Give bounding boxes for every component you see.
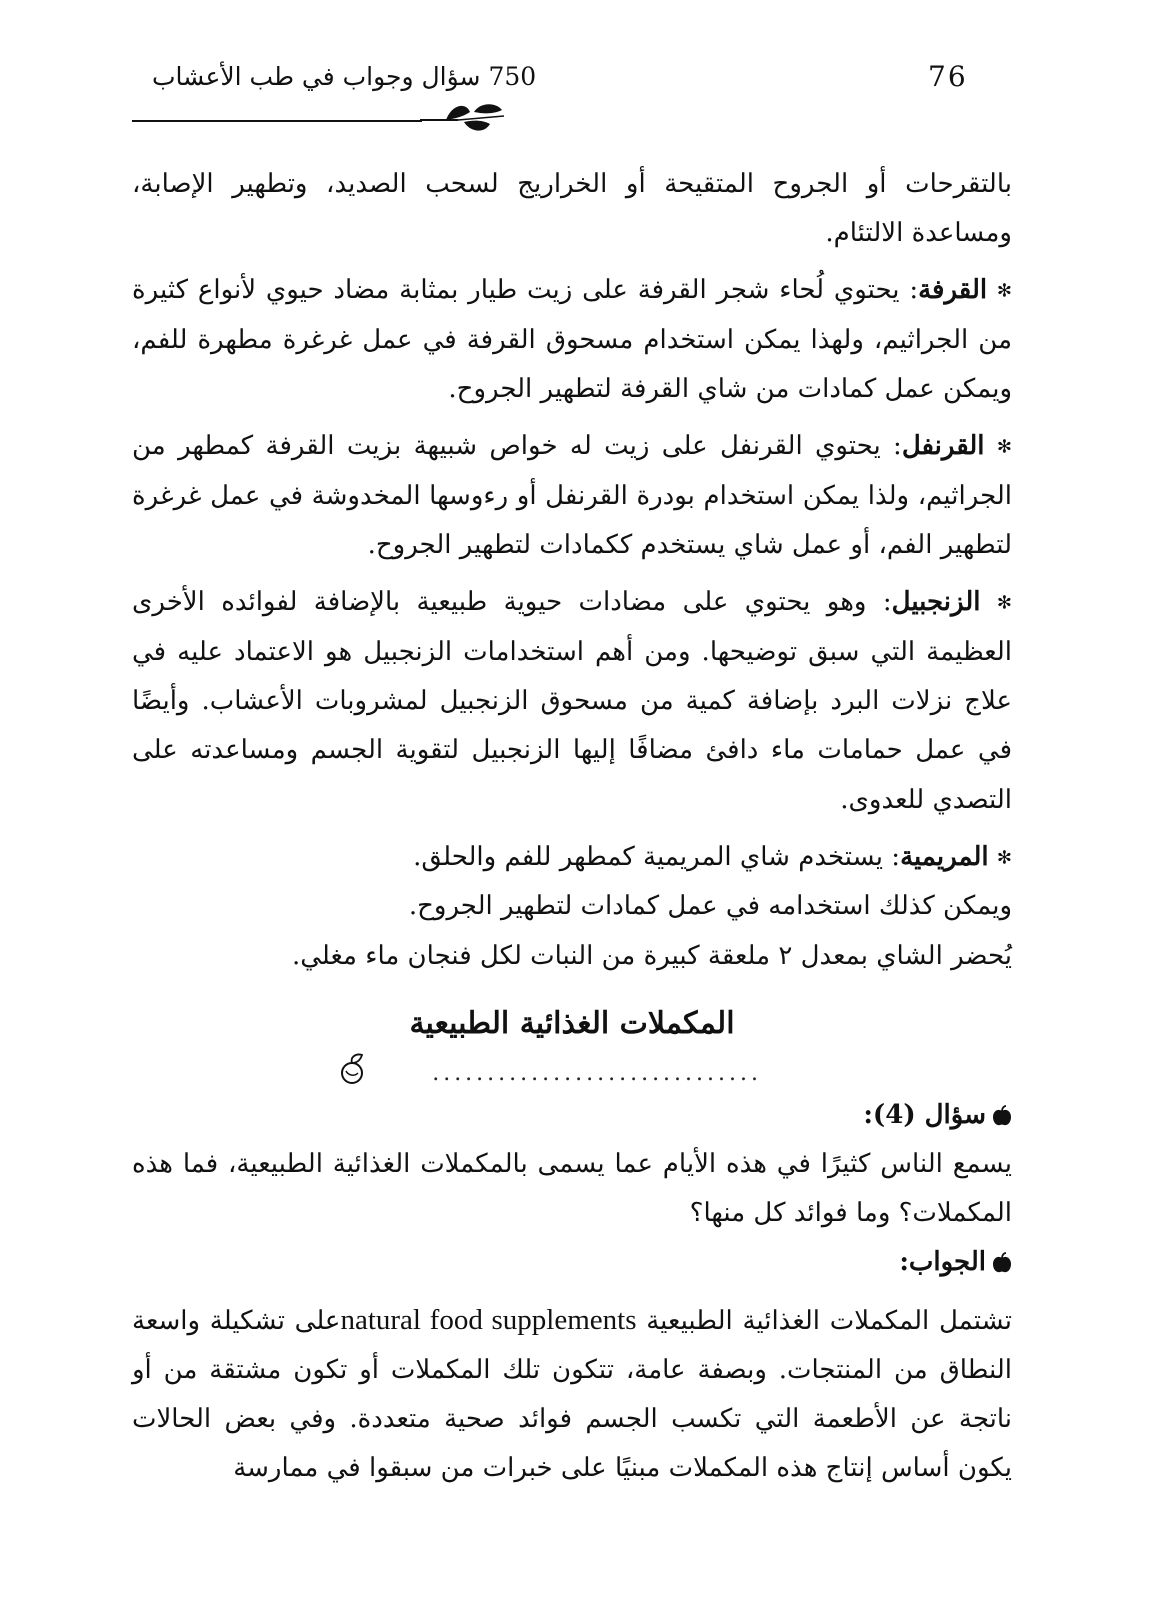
answer-label: الجواب: xyxy=(899,1247,986,1278)
term-cinnamon: القرفة xyxy=(918,275,988,306)
answer-text: على تشكيلة واسعة النطاق من المنتجات. وبصفة عامة، تتكون تلك المكملات أو تكون مشتقة من أو ناتجة عن الأطعمة التي تكسب الجسم فوائد صحية متعددة. وفي بعض الحالات يكون أساس إنتاج هذه المكملات مبنيًا على خبرات من سبقوا في ممارسة xyxy=(132,1305,1012,1484)
asterisk-icon: ✻ xyxy=(996,847,1012,869)
paragraph-clove xyxy=(132,422,1012,570)
sage-text: : يستخدم شاي المريمية كمطهر للفم والحلق. xyxy=(413,841,901,872)
page-body xyxy=(132,160,1012,1493)
apple-icon xyxy=(992,1252,1012,1274)
answer-start: تشتمل المكملات الغذائية الطبيعية xyxy=(646,1305,1012,1336)
question-text: يسمع الناس كثيرًا في هذه الأيام عما يسمى بالمكملات الغذائية الطبيعية، فما هذه المكملات؟ وما فوائد كل منها؟ xyxy=(132,1149,1012,1229)
leaf-ornament-icon xyxy=(418,98,508,138)
running-header-title: 750 سؤال وجواب في طب الأعشاب xyxy=(152,62,537,91)
term-sage: المريمية xyxy=(900,841,989,872)
section-divider xyxy=(132,1047,1012,1091)
answer-latin-term: natural food supplements xyxy=(340,1303,637,1336)
question-label: سؤال (4): xyxy=(863,1099,986,1130)
asterisk-icon: ✻ xyxy=(996,280,1013,302)
ginger-text: : وهو يحتوي على مضادات حيوية طبيعية بالإضافة لفوائده الأخرى العظيمة التي سبق توضيحها. ومن أهم استخدامات الزنجبيل هو الاعتماد عليه في علاج نزلات البرد بإضافة كمية من مسحوق الزنجبيل لمشروبات الأعشاب. وأيضًا في عمل حمامات ماء دافئ مضافًا إليها الزنجبيل لتقوية الجسم ومساعدته على التصدي للعدوى. xyxy=(132,587,1012,815)
asterisk-icon: ✻ xyxy=(996,592,1013,614)
paragraph-continuation: بالتقرحات أو الجروح المتقيحة أو الخراريج لسحب الصديد، وتطهير الإصابة، ومساعدة الالتئام. xyxy=(132,169,1012,249)
paragraph-ginger xyxy=(132,578,1012,824)
answer-paragraph xyxy=(132,1296,1012,1494)
section-heading: المكملات الغذائية الطبيعية xyxy=(409,1005,735,1041)
term-ginger: الزنجبيل xyxy=(891,587,981,618)
apple-icon xyxy=(992,1105,1012,1127)
header-rule xyxy=(132,120,422,122)
clove-text: : يحتوي القرنفل على زيت له خواص شبيهة بزيت القرفة كمطهر من الجراثيم، ولذا يمكن استخدام بودرة القرنفل أو رءوسها المخدوشة في عمل غرغرة لتطهير الفم، أو عمل شاي يستخدم ككمادات لتطهير الجروح. xyxy=(132,431,1012,561)
paragraph-cinnamon xyxy=(132,266,1012,414)
question-label-line xyxy=(132,1091,1012,1140)
page-number: 76 xyxy=(928,60,968,93)
answer-label-line xyxy=(132,1238,1012,1287)
cinnamon-text: : يحتوي لُحاء شجر القرفة على زيت طيار بمثابة مضاد حيوي لأنواع كثيرة من الجراثيم، ولهذا يمكن استخدام مسحوق القرفة في عمل غرغرة مطهرة للفم، ويمكن عمل كمادات من شاي القرفة لتطهير الجروح. xyxy=(132,275,1012,405)
paragraph-sage xyxy=(132,833,1012,883)
dotted-rule: .............................. xyxy=(432,1060,762,1086)
sage-line-3: يُحضر الشاي بمعدل ٢ ملعقة كبيرة من النبات لكل فنجان ماء مغلي. xyxy=(291,940,1012,971)
fruit-ornament-icon xyxy=(332,1051,372,1087)
sage-line-2: ويمكن كذلك استخدامه في عمل كمادات لتطهير الجروح. xyxy=(408,891,1012,922)
term-clove: القرنفل xyxy=(901,431,985,462)
asterisk-icon: ✻ xyxy=(996,436,1013,458)
